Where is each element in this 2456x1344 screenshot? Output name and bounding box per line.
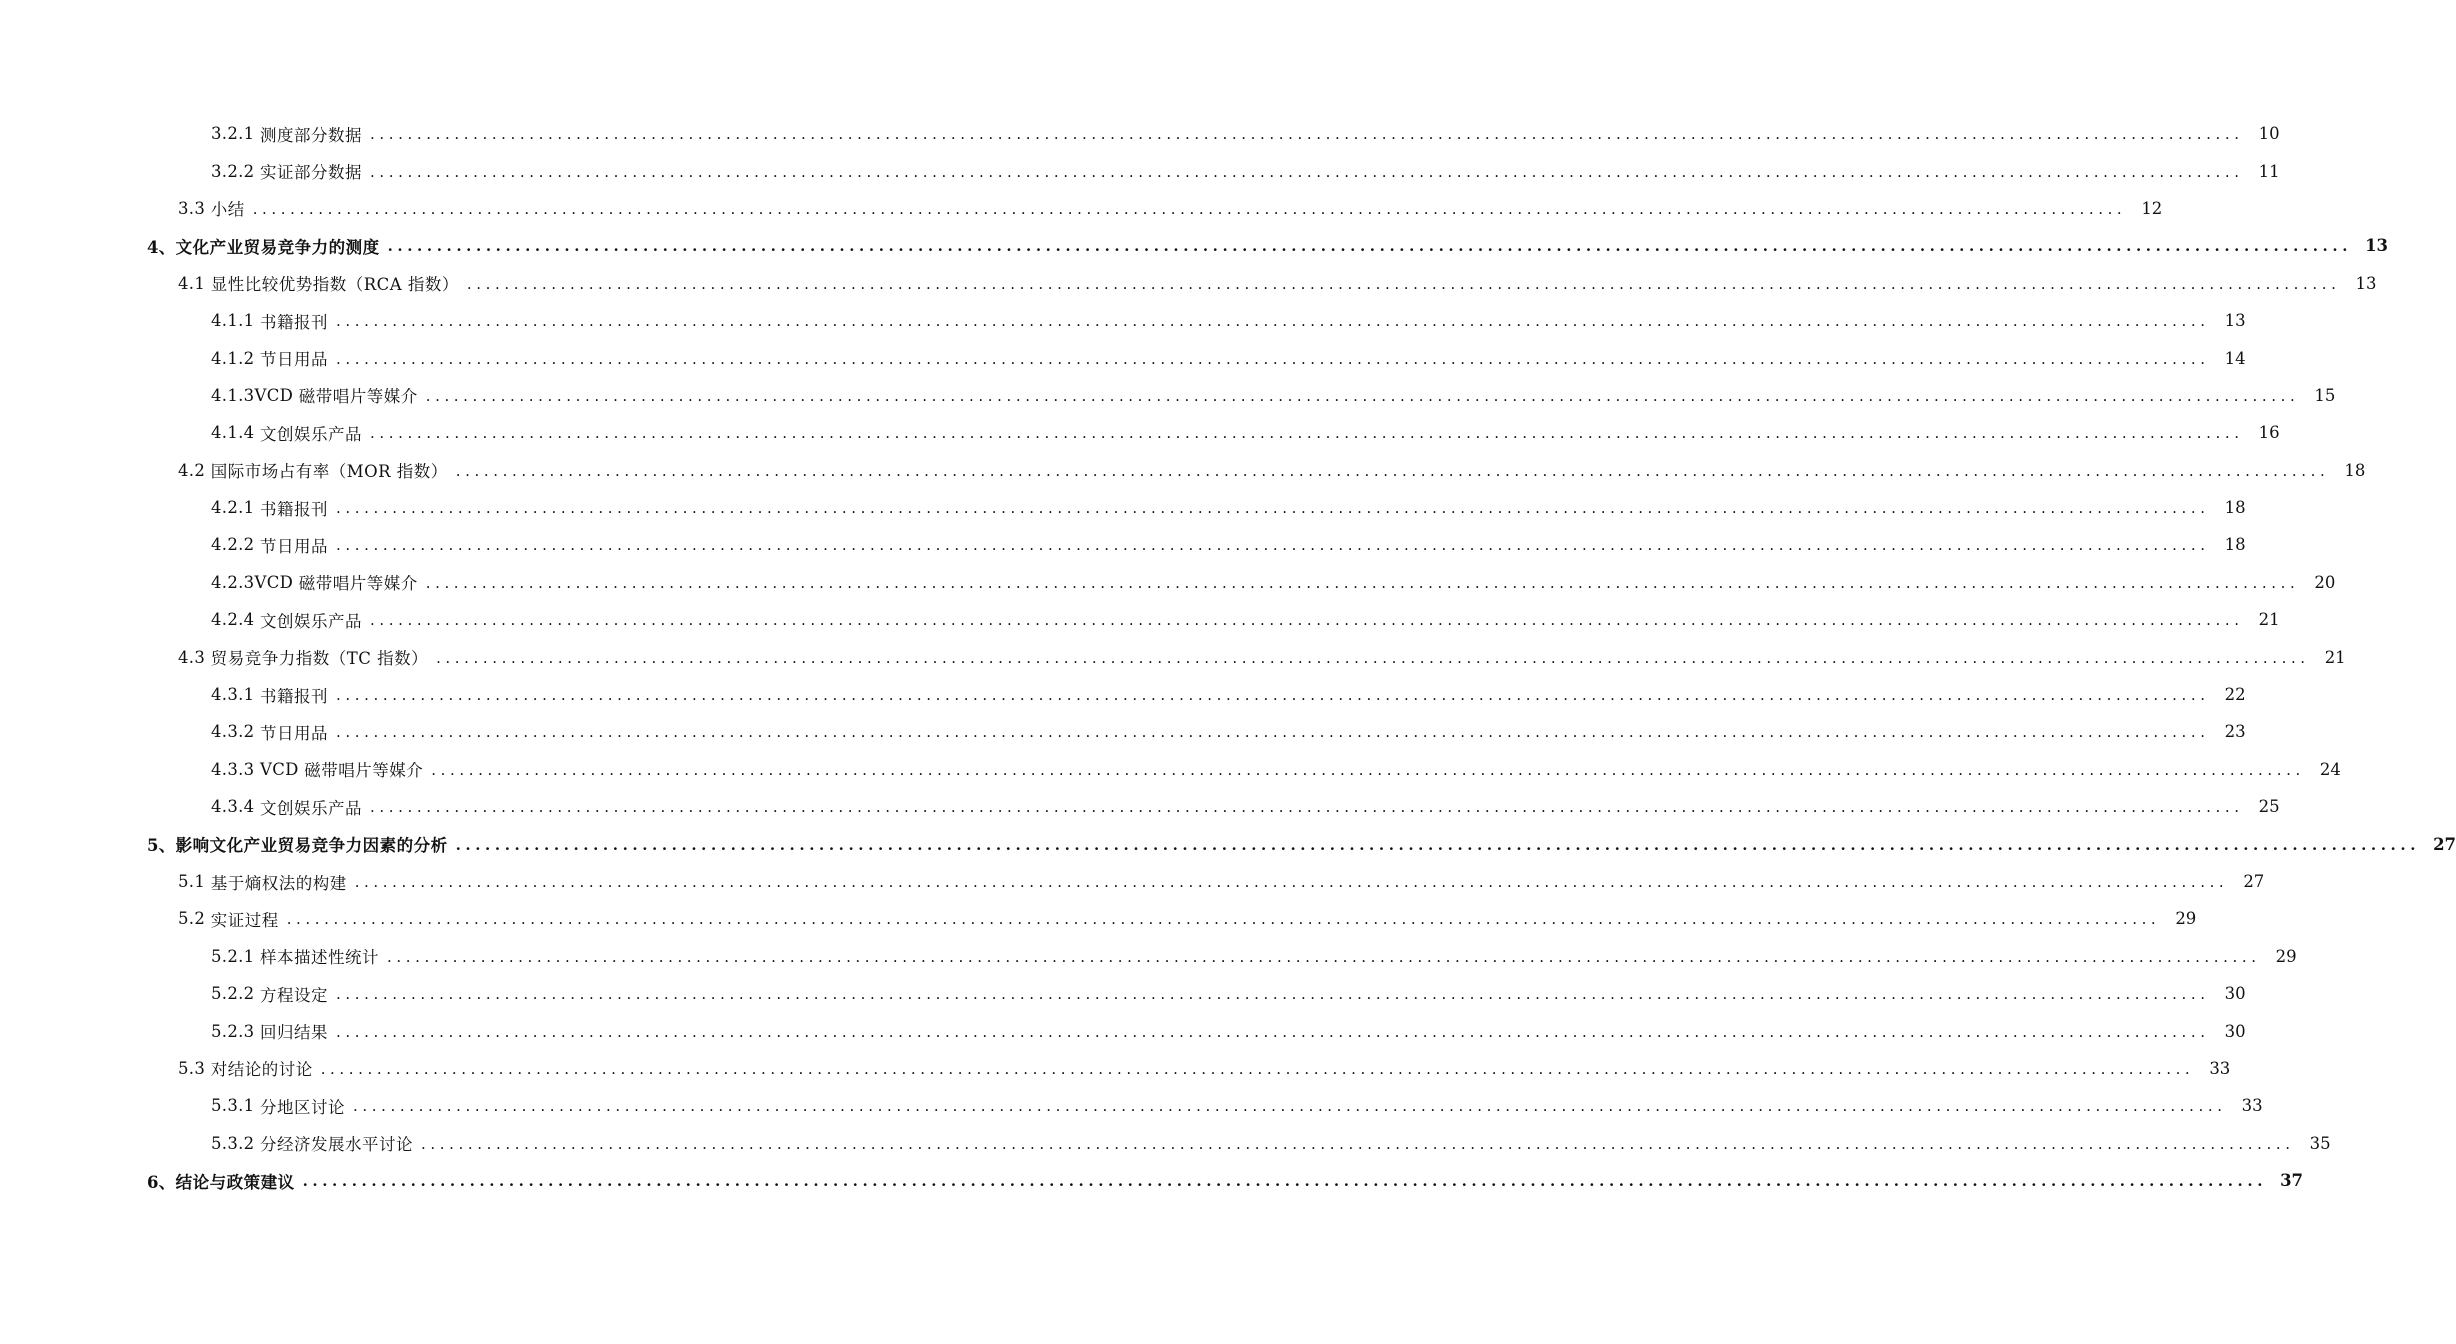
page-number: 16 [2258,423,2280,443]
section-number: 6、 [147,1172,176,1192]
section-title: 方程设定 [260,985,329,1005]
page-number: 33 [2241,1096,2263,1116]
dot-leader: ........................................................................................................................................................................................................ [354,873,2229,891]
section-title: 磁带唱片等媒介 [298,387,418,407]
page-number: 10 [2258,124,2280,144]
toc-entry[interactable] [0,1087,2263,1124]
section-number: 5.2.2 [211,984,261,1004]
section-number: 5.3.2 [211,1133,261,1153]
section-title: 文创娱乐产品 [260,798,363,818]
toc-entry[interactable] [0,227,2389,264]
toc-entry[interactable] [0,638,2346,675]
section-title: 分经济发展水平讨论 [260,1135,414,1155]
dot-leader: ........................................................................................................................................................................................................ [286,910,2161,929]
section-number: 4.3 [178,647,211,667]
table-of-contents [0,115,2456,1199]
dot-leader: ........................................................................................................................................................................................................ [336,723,2210,742]
section-title: 文创娱乐产品 [260,424,363,444]
section-title: 显性比较优势指数（RCA 指数） [210,275,459,295]
section-number: 5.3.1 [211,1096,261,1116]
section-title: 磁带唱片等媒介 [298,574,418,594]
toc-entry[interactable] [0,751,2341,788]
toc-entry[interactable] [0,190,2163,227]
section-title: 实证部分数据 [260,163,363,183]
section-number: 5.2.1 [211,946,261,966]
section-number: 4.3.2 [211,722,261,742]
section-title: 测度部分数据 [260,125,363,145]
section-number: 4.1.1 [211,311,261,331]
page-number: 14 [2224,348,2246,368]
dot-leader: ........................................................................................................................................................................................................ [336,985,2210,1004]
section-number: 4.2.4 [211,610,261,630]
dot-leader: ........................................................................................................................................................................................................ [252,199,2127,218]
page-number: 35 [2309,1133,2331,1153]
section-title: 节日用品 [260,350,329,370]
section-number: 4.2.1 [211,498,261,518]
section-title: 小结 [210,200,245,220]
section-number: 3.3 [178,198,211,218]
section-number: 5.3 [178,1058,211,1078]
dot-leader: ........................................................................................................................................................................................................ [421,1134,2295,1153]
dot-leader: ........................................................................................................................................................................................................ [320,1059,2195,1078]
page-number: 29 [2175,909,2197,929]
section-number: 3.2.2 [211,161,261,181]
toc-entry[interactable] [0,302,2246,339]
page-number: 18 [2224,498,2246,518]
section-title: 样本描述性统计 [260,948,380,968]
section-number: 4.2.3VCD [211,572,299,592]
page-number: 15 [2314,385,2336,405]
section-number: 4.2.2 [211,535,261,555]
page-number: 30 [2224,984,2246,1004]
dot-leader: ........................................................................................................................................................................................................ [370,798,2244,817]
section-title: 基于熵权法的构建 [210,873,347,893]
page-number: 12 [2141,198,2163,218]
toc-entry[interactable] [0,265,2377,302]
page-number: 20 [2314,572,2336,592]
section-number: 5.2.3 [211,1021,261,1041]
toc-entry[interactable] [0,339,2246,376]
toc-entry[interactable] [0,788,2280,825]
section-number: 4.3.1 [211,685,261,705]
page-number: 11 [2258,161,2280,181]
dot-leader: ........................................................................................................................................................................................................ [336,312,2210,331]
section-title: 回归结果 [260,1023,329,1043]
toc-entry[interactable] [0,975,2246,1012]
page-number: 18 [2224,535,2246,555]
dot-leader: ........................................................................................................................................................................................................ [302,1172,2268,1191]
section-title: 贸易竞争力指数（TC 指数） [210,649,429,669]
section-title: 国际市场占有率（MOR 指数） [210,462,448,482]
section-number: 5.1 [178,872,211,891]
toc-entry[interactable] [0,564,2336,601]
toc-entry[interactable] [0,1125,2331,1162]
dot-leader: ........................................................................................................................................................................................................ [353,1097,2227,1116]
dot-leader: ........................................................................................................................................................................................................ [436,648,2310,667]
dot-leader: ........................................................................................................................................................................................................ [455,835,2421,854]
dot-leader: ........................................................................................................................................................................................................ [387,947,2261,966]
page-number: 21 [2258,610,2280,630]
page-number: 29 [2275,946,2297,966]
toc-entry[interactable] [0,1162,2304,1199]
page-number: 13 [2355,273,2377,293]
toc-entry[interactable] [0,452,2366,489]
section-title: 书籍报刊 [260,499,329,519]
section-number: 4.3.3 VCD [211,759,305,779]
section-number: 4.1 [178,273,211,293]
page-number: 27 [2433,834,2456,854]
section-number: 5.2 [178,909,211,929]
section-title: 对结论的讨论 [210,1060,313,1080]
section-number: 3.2.1 [211,124,261,144]
toc-entry[interactable] [0,863,2265,900]
section-number: 4、 [147,237,176,257]
toc-entry[interactable] [0,1050,2231,1087]
section-title: 分地区讨论 [260,1097,346,1117]
dot-leader: ........................................................................................................................................................................................................ [370,125,2244,144]
dot-leader: ........................................................................................................................................................................................................ [336,349,2210,368]
section-title: 影响文化产业贸易竞争力因素的分析 [175,836,448,856]
dot-leader: ........................................................................................................................................................................................................ [336,536,2210,555]
dot-leader: ........................................................................................................................................................................................................ [466,274,2341,293]
toc-entry[interactable] [0,489,2246,526]
section-number: 4.1.3VCD [211,385,299,405]
section-title: 结论与政策建议 [175,1172,295,1192]
section-number: 4.1.4 [211,423,261,443]
page-number: 30 [2224,1021,2246,1041]
page-number: 23 [2224,722,2246,742]
dot-leader: ........................................................................................................................................................................................................ [336,499,2210,518]
section-title: 节日用品 [260,536,329,556]
page-number: 22 [2224,685,2246,705]
toc-entry[interactable] [0,152,2280,189]
section-title: 文创娱乐产品 [260,611,363,631]
section-title: 磁带唱片等媒介 [304,761,424,781]
page-number: 27 [2243,872,2265,891]
toc-entry[interactable] [0,601,2280,638]
page-number: 13 [2365,236,2389,256]
toc-entry[interactable] [0,1012,2246,1049]
page-number: 13 [2224,311,2246,331]
section-number: 5、 [147,836,176,856]
toc-entry[interactable] [0,713,2246,750]
section-number: 4.3.4 [211,797,261,817]
dot-leader: ........................................................................................................................................................................................................ [370,424,2244,443]
toc-entry[interactable] [0,526,2246,563]
page-number: 37 [2280,1171,2304,1191]
dot-leader: ........................................................................................................................................................................................................ [370,611,2244,630]
toc-entry[interactable] [0,676,2246,713]
dot-leader: ........................................................................................................................................................................................................ [336,686,2210,705]
toc-entry[interactable] [0,115,2280,152]
page-number: 18 [2344,460,2366,480]
page-number: 21 [2324,647,2346,667]
dot-leader: ........................................................................................................................................................................................................ [370,162,2244,181]
page-number: 25 [2258,797,2280,817]
dot-leader: ........................................................................................................................................................................................................ [425,386,2300,405]
section-number: 4.1.2 [211,348,261,368]
section-title: 文化产业贸易竞争力的测度 [175,237,380,257]
toc-entry[interactable] [0,938,2297,975]
section-title: 书籍报刊 [260,686,329,706]
section-title: 书籍报刊 [260,312,329,332]
page-number: 24 [2319,759,2341,779]
dot-leader: ........................................................................................................................................................................................................ [455,461,2330,480]
section-title: 节日用品 [260,723,329,743]
dot-leader: ........................................................................................................................................................................................................ [336,1022,2210,1041]
dot-leader: ........................................................................................................................................................................................................ [387,237,2353,256]
toc-entry[interactable] [0,414,2280,451]
section-title: 实证过程 [210,910,279,930]
dot-leader: ........................................................................................................................................................................................................ [431,760,2305,779]
page-number: 33 [2209,1058,2231,1078]
dot-leader: ........................................................................................................................................................................................................ [425,573,2300,592]
toc-entry[interactable] [0,377,2336,414]
toc-entry[interactable] [0,825,2456,862]
toc-entry[interactable] [0,900,2197,937]
section-number: 4.2 [178,460,211,480]
